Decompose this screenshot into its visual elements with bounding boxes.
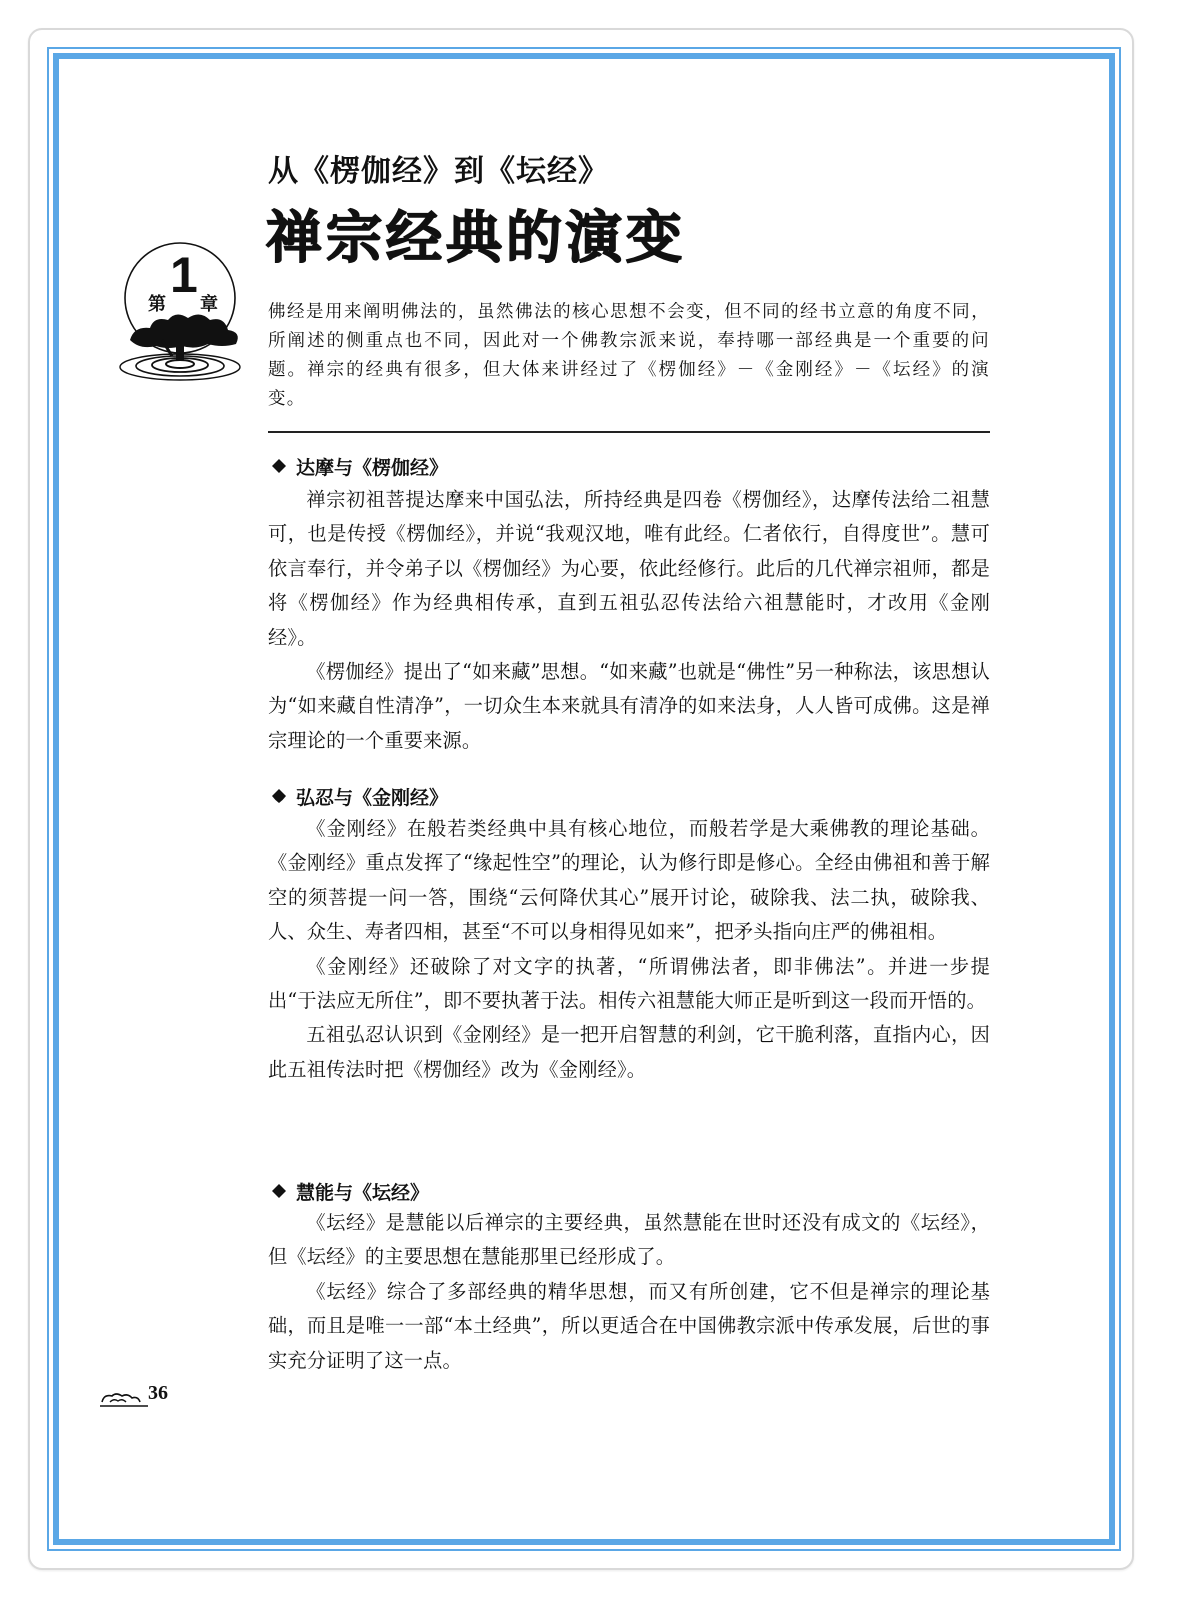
- section-body: [268, 483, 990, 758]
- chapter-title: 禅宗经典的演变: [266, 205, 686, 271]
- diamond-bullet-icon: [272, 1184, 286, 1198]
- section-heading: [272, 453, 448, 480]
- chapter-suffix: 章: [200, 294, 218, 315]
- page-number-block: [100, 1382, 190, 1412]
- paragraph: 《坛经》是慧能以后禅宗的主要经典，虽然慧能在世时还没有成文的《坛经》，但《坛经》的主要思想在慧能那里已经形成了。: [268, 1211, 990, 1269]
- paragraph: 《楞伽经》提出了“如来藏”思想。“如来藏”也就是“佛性”另一种称法，该思想认为“如来藏自性清净”，一切众生本来就具有清净的如来法身，人人皆可成佛。这是禅宗理论的一个重要来源。: [268, 660, 990, 752]
- section-heading-text: 达摩与《楞伽经》: [296, 457, 449, 479]
- diamond-bullet-icon: [272, 459, 286, 473]
- intro-divider: [268, 431, 990, 433]
- paragraph: 《坛经》综合了多部经典的精华思想，而又有所创建，它不但是禅宗的理论基础，而且是唯一一部“本土经典”，所以更适合在中国佛教宗派中传承发展，后世的事实充分证明了这一点。: [268, 1279, 990, 1372]
- cloud-swirl-icon: [100, 1390, 148, 1410]
- page-number: 36: [148, 1382, 168, 1404]
- lotus-bullet-icon: [272, 789, 286, 803]
- section-body: [268, 1206, 990, 1378]
- section-heading-text: 慧能与《坛经》: [296, 1182, 430, 1204]
- paragraph: 《金刚经》还破除了对文字的执著，“所谓佛法者，即非佛法”。并进一步提出“于法应无所住”，即不要执著于法。相传六祖慧能大师正是听到这一段而开悟的。: [268, 954, 990, 1013]
- section-heading: [272, 1178, 429, 1205]
- section-heading-text: 弘忍与《金刚经》: [296, 787, 449, 809]
- section-body: [268, 812, 990, 1087]
- paragraph: 《金刚经》在般若类经典中具有核心地位，而般若学是大乘佛教的理论基础。《金刚经》重点发挥了“缘起性空”的理论，认为修行即是修心。全经由佛祖和善于解空的须菩提一问一答，围绕“云何降伏其心”展开讨论，破除我、法二执，破除我、人、众生、寿者四相，甚至“不可以身相得见如来”，把矛头指向庄严的佛祖相。: [268, 817, 990, 944]
- chapter-intro: 佛经是用来阐明佛法的，虽然佛法的核心思想不会变，但不同的经书立意的角度不同，所阐述的侧重点也不同，因此对一个佛教宗派来说，奉持哪一部经典是一个重要的问题。禅宗的经典有很多，但大体来讲经过了《楞伽经》－《金刚经》－《坛经》的演变。: [268, 302, 990, 409]
- paragraph: 五祖弘忍认识到《金刚经》是一把开启智慧的利剑，它干脆利落，直指内心，因此五祖传法时把《楞伽经》改为《金刚经》。: [268, 1023, 990, 1081]
- chapter-prefix: 第: [148, 294, 166, 315]
- paragraph: 禅宗初祖菩提达摩来中国弘法，所持经典是四卷《楞伽经》，达摩传法给二祖慧可，也是传授《楞伽经》，并说“我观汉地，唯有此经。仁者依行，自得度世”。慧可依言奉行，并令弟子以《楞伽经》为心要，依此经修行。此后的几代禅宗祖师，都是将《楞伽经》作为经典相传承，直到五祖弘忍传法给六祖慧能时，才改用《金刚经》。: [268, 488, 990, 649]
- chapter-number: 1: [170, 247, 198, 303]
- section-heading: [272, 783, 448, 810]
- chapter-emblem: [112, 240, 262, 390]
- chapter-subtitle: 从《楞伽经》到《坛经》: [268, 154, 609, 189]
